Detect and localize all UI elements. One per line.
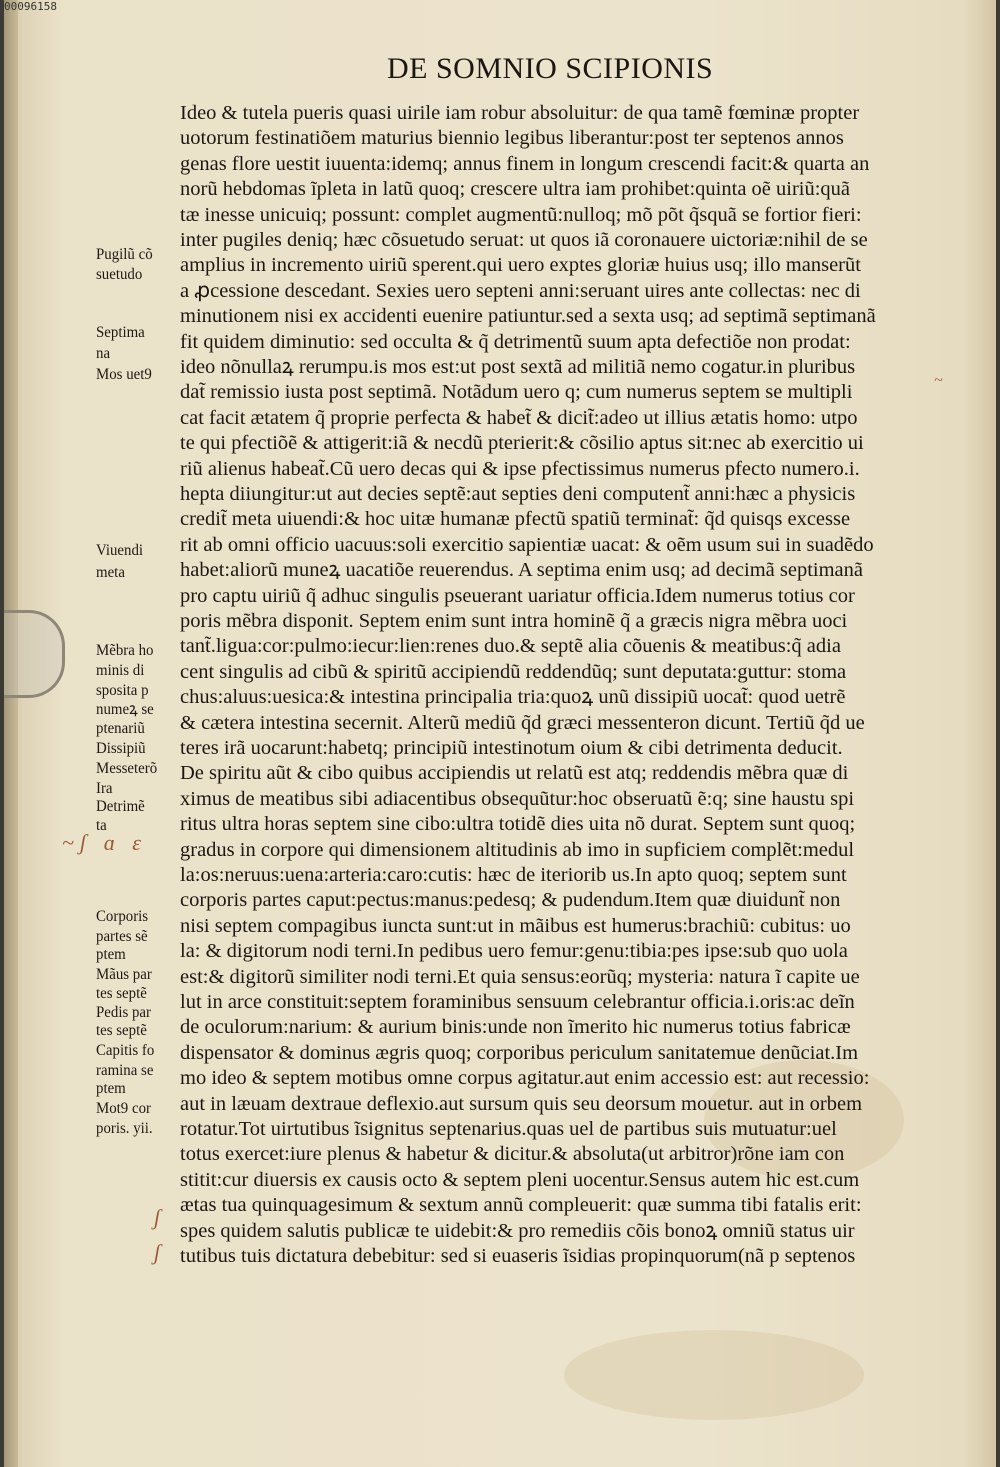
margin-note: Capitis fo	[96, 1042, 155, 1059]
text-line: totus exercet:iure plenus & habetur & dicitur.& absoluta(ut arbitror)rõne iam con	[180, 1143, 845, 1166]
text-line: ritus ultra horas septem sine cibo:ultra totidẽ dies uita nõ durat. Septem sunt quoq;	[180, 813, 856, 836]
text-line: De spiritu aũt & cibo quibus accipiendis ut relatũ est atq; reddendis mẽbra quæ di	[180, 762, 849, 785]
page-gutter-edge	[4, 0, 18, 1467]
text-line: amplius in incremento uiriũ sperent.qui uero exptes gloriæ huius usq; illo manserũt	[180, 254, 861, 277]
text-line: fit quidem diminutio: sed occulta & q̃ detrimentũ suum apta defectiõe non prodat:	[180, 330, 851, 353]
text-line: minutionem nisi ex accidenti euenire patiuntur.sed a sexta usq; ad septimã septimanã	[180, 305, 876, 328]
margin-note: partes sẽ	[96, 928, 148, 945]
margin-note: Viuendi	[96, 542, 144, 559]
text-line: lut in arce constituit:septem foraminibus sensuum celebrantur officia.i.oris:ac deĩn	[180, 991, 855, 1013]
text-line: Ideo & tutela pueris quasi uirile iam robur absoluitur: de qua tamẽ fœminæ propter	[180, 102, 860, 124]
margin-note: Mot9 cor	[96, 1100, 151, 1117]
text-line: tæ inesse unicuiq; possunt: complet augmentũ:nulloq; mõ põt q̃squã se fortior fieri:	[180, 203, 862, 226]
text-line: ximus de meatibus sibi adiacentibus obsequũtur:hoc obseruatũ ẽ:q; sine haustu spi	[180, 787, 855, 810]
scan-id-label: 00096158	[4, 0, 57, 13]
text-line: tutibus tuis dictatura debebitur: sed si euaseris ĩsidias propinquorum(nã p septenos	[180, 1245, 856, 1267]
page-clip	[4, 610, 65, 698]
text-line: teres irã uocarunt:habetq; principiũ intestinotum oium & cibi detrimenta deducit.	[180, 737, 843, 759]
margin-note: numeꝝ se	[96, 701, 154, 718]
text-line: pro captu uiriũ q̃ adhuc singulis pseuerant uariatur officia.Idem numerus totius cor	[180, 584, 855, 607]
text-line: corporis partes caput:pectus:manus:pedesq; & pudendum.Item quæ diuidunt̃ non	[180, 889, 841, 912]
text-line: la:os:neruus:uena:arteria:caro:cutis: hæc de iteriorib us.In apto quoq; septem sunt	[180, 864, 847, 886]
text-line: cent singulis ad cibũ & spiritũ accipiendũ reddendũq; sunt deputata:guttur: stoma	[180, 660, 847, 683]
margin-note: Mẽbra ho	[96, 642, 154, 659]
text-line: norũ hebdomas ĩpleta in latũ quoq; crescere ultra iam prohibet:quinta oẽ uiriũ:quã	[180, 178, 851, 201]
ink-annotation-mark: ʃ	[154, 1240, 161, 1265]
text-line: uotorum festinatiõem maturius biennio legibus liberantur:post ter septenos annos	[180, 127, 844, 150]
margin-note: meta	[96, 564, 125, 581]
text-line: riũ alienus habeat̃.Cũ uero decas qui & ipse pfectissimus numerus pfecto numero.i.	[180, 457, 860, 480]
text-line: te qui pfectiõẽ & attigerit:iã & necdũ pterierit:& cõsilio aptus sit:nec ab exercitio ui	[180, 432, 864, 455]
margin-note: ptem	[96, 1080, 126, 1097]
text-line: mo ideo & septem motibus omne corpus agitatur.aut enim accessio est: aut recessio:	[180, 1067, 870, 1090]
margin-note: Corporis	[96, 908, 149, 925]
text-line: ideo nõnullaꝝ rerumpu.is mos est:ut post sextã ad militiã nemo cogatur.in pluribus	[180, 356, 856, 378]
text-line: la: & digitorum nodi terni.In pedibus uero femur:genu:tibia:pes ipse:sub quo uola	[180, 940, 848, 963]
margin-note: minis di	[96, 662, 145, 679]
margin-note: Mãus par	[96, 966, 152, 983]
margin-note: ramina se	[96, 1062, 154, 1079]
text-line: rotatur.Tot uirtutibus ĩsignitus septenarius.quas uel de partibus suis mutuatur:uel	[180, 1118, 837, 1140]
text-line: inter pugiles deniq; hæc cõsuetudo seruat: ut quos iã coronauere uictoriæ:nihil de se	[180, 229, 868, 251]
text-line: cat facit ætatem q̃ proprie perfecta & habet̃ & dicit̃:adeo ut illius ætatis homo: utpo	[180, 406, 858, 429]
text-line: est:& digitorũ similiter nodi terni.Et quia sensus:eorũq; mysteria: natura ĩ capite ue	[180, 965, 860, 988]
margin-note: poris. yii.	[96, 1120, 153, 1137]
margin-note: Septima	[96, 324, 145, 341]
margin-note: ptenariũ	[96, 720, 145, 737]
text-line: tant̃.ligua:cor:pulmo:iecur:lien:renes duo.& septẽ alia cõuenis & meatibus:q̃ adia	[180, 635, 841, 658]
text-line: & cætera intestina secernit. Alterũ mediũ q̃d græci messenteron dicunt. Tertiũ q̃d ue	[180, 711, 865, 734]
text-line: ætas tua quinquagesimum & sextum annũ compleuerit: quæ summa tibi fatalis erit:	[180, 1194, 862, 1217]
margin-note: tes septẽ	[96, 985, 147, 1002]
book-page	[4, 0, 996, 1467]
text-line: de oculorum:narium: & aurium binis:unde non ĩmerito hic numerus totius fabricæ	[180, 1016, 851, 1039]
text-line: nisi septem compagibus iuncta sunt:ut in mãibus est humerus:brachiũ: cubitus: uo	[180, 914, 851, 937]
margin-note: Dissipiũ	[96, 740, 146, 757]
margin-note: suetudo	[96, 266, 143, 283]
text-line: aut in læuam dextraue deflexio.aut sursum quis seu deorsum mouetur. aut in orbem	[180, 1092, 863, 1115]
ink-annotation-mark: ~	[934, 372, 943, 389]
text-line: rit ab omni officio uacuus:soli exercitio sapientiæ uacat: & oẽm usum sui in suadẽdo	[180, 533, 874, 556]
margin-note: Pedis par	[96, 1004, 151, 1021]
margin-note: Detrimẽ	[96, 798, 145, 815]
running-title: DE SOMNIO SCIPIONIS	[387, 52, 714, 85]
ink-annotation-mark: ~ʃ ɑ ɛ	[62, 830, 147, 855]
text-line: hepta diiungitur:ut aut decies septẽ:aut septies deni computent̃ anni:hæc a physicis	[180, 483, 856, 505]
text-line: genas flore uestit iuuenta:idemq; annus finem in longum crescendi facit:& quarta an	[180, 152, 870, 175]
paper-stain	[564, 1330, 864, 1420]
text-line: dat̃ remissio iusta post septimã. Notãdum uero q; cum numerus septem se multipli	[180, 381, 853, 404]
text-line: credit̃ meta uiuendi:& hoc uitæ humanæ pfectũ spatiũ terminat̃: q̃d quisqs excesse	[180, 508, 851, 531]
text-line: stitit:cur diuersis ex causis octo & septem pleni uocentur.Sensus autem hic est.cum	[180, 1168, 860, 1191]
margin-note: tes septẽ	[96, 1022, 147, 1039]
text-line: spes quidem salutis publicæ te uidebit:& pro remediis cõis bonoꝝ omniũ status uir	[180, 1219, 855, 1242]
margin-note: Messeterõ	[96, 760, 158, 777]
margin-note: Mos uet9	[96, 366, 152, 383]
text-line: dispensator & dominus ægris quoq; corporibus periculum sanitatemue denũciat.Im	[180, 1041, 859, 1064]
margin-note: na	[96, 345, 111, 362]
ink-annotation-mark: ʃ	[154, 1205, 161, 1230]
margin-note: ta	[96, 817, 107, 834]
text-line: habet:aliorũ muneꝝ uacatiõe reuerendus. A septima enim usq; ad decimã septimanã	[180, 559, 864, 582]
text-line: chus:aluus:uesica:& intestina principalia tria:quoꝝ unũ dissipiũ uocat̃: quod uetrẽ	[180, 686, 846, 709]
text-line: poris mẽbra disponit. Septem enim sunt intra hominẽ q̃ a græcis nigra mẽbra uoci	[180, 610, 848, 632]
margin-note: sposita p	[96, 682, 149, 699]
margin-note: Ira	[96, 780, 113, 797]
text-line: a ꝓcessione descedant. Sexies uero septeni anni:seruant uires ante collectas: nec di	[180, 279, 861, 302]
margin-note: ptem	[96, 946, 126, 963]
margin-note: Pugilũ cõ	[96, 246, 153, 263]
text-line: gradus in corpore qui dimensionem altitudinis ab imo in supficiem complẽt:medul	[180, 838, 855, 861]
